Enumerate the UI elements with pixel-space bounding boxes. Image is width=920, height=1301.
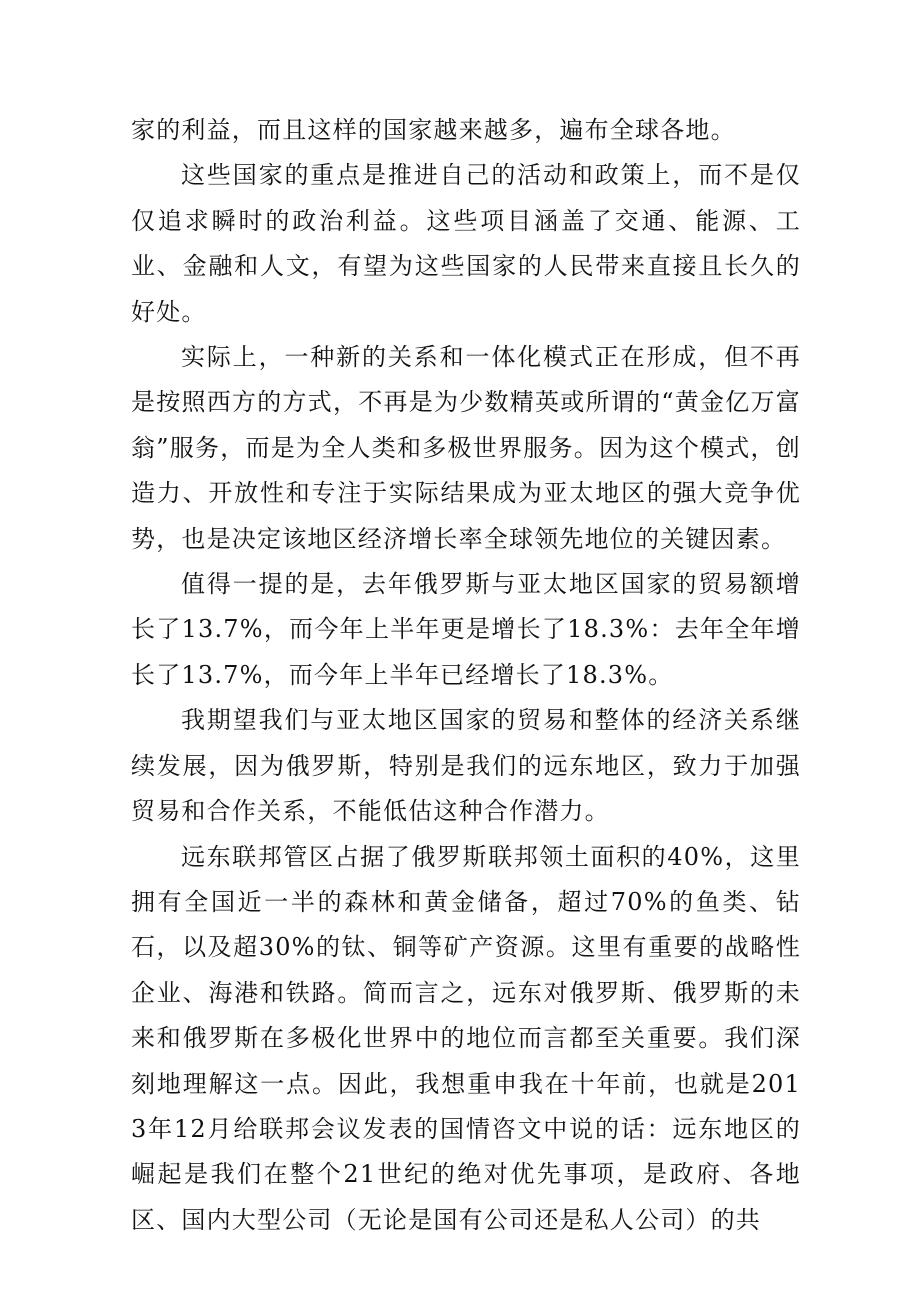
paragraph: 这些国家的重点是推进自己的活动和政策上，而不是仅仅追求瞬时的政治利益。这些项目涵盖了交通、能源、工业、金融和人文，有望为这些国家的人民带来直接且长久的好处。 <box>131 161 801 326</box>
document-body <box>131 108 801 1243</box>
paragraph: 远东联邦管区占据了俄罗斯联邦领土面积的40%，这里拥有全国近一半的森林和黄金储备，超过70%的鱼类、钻石，以及超30%的钛、铜等矿产资源。这里有重要的战略性企业、海港和铁路。简而言之，远东对俄罗斯、俄罗斯的未来和俄罗斯在多极化世界中的地位而言都至关重要。我们深刻地理解这一点。因此，我想重申我在十年前，也就是2013年12月给联邦会议发表的国情咨文中说的话：远东地区的崛起是我们在整个21世纪的绝对优先事项，是政府、各地区、国内大型公司（无论是国有公司还是私人公司）的共 <box>131 842 801 1234</box>
paragraph: 值得一提的是，去年俄罗斯与亚太地区国家的贸易额增长了13.7%，而今年上半年更是增长了18.3%：去年全年增长了13.7%，而今年上半年已经增长了18.3%。 <box>131 570 801 689</box>
paragraph: 我期望我们与亚太地区国家的贸易和整体的经济关系继续发展，因为俄罗斯，特别是我们的远东地区，致力于加强贸易和合作关系，不能低估这种合作潜力。 <box>131 706 801 826</box>
paragraph: 实际上，一种新的关系和一体化模式正在形成，但不再是按照西方的方式，不再是为少数精英或所谓的“黄金亿万富翁”服务，而是为全人类和多极世界服务。因为这个模式，创造力、开放性和专注于实际结果成为亚太地区的强大竞争优势，也是决定该地区经济增长率全球领先地位的关键因素。 <box>131 343 801 553</box>
paragraph-continuation: 家的利益，而且这样的国家越来越多，遍布全球各地。 <box>131 116 736 144</box>
